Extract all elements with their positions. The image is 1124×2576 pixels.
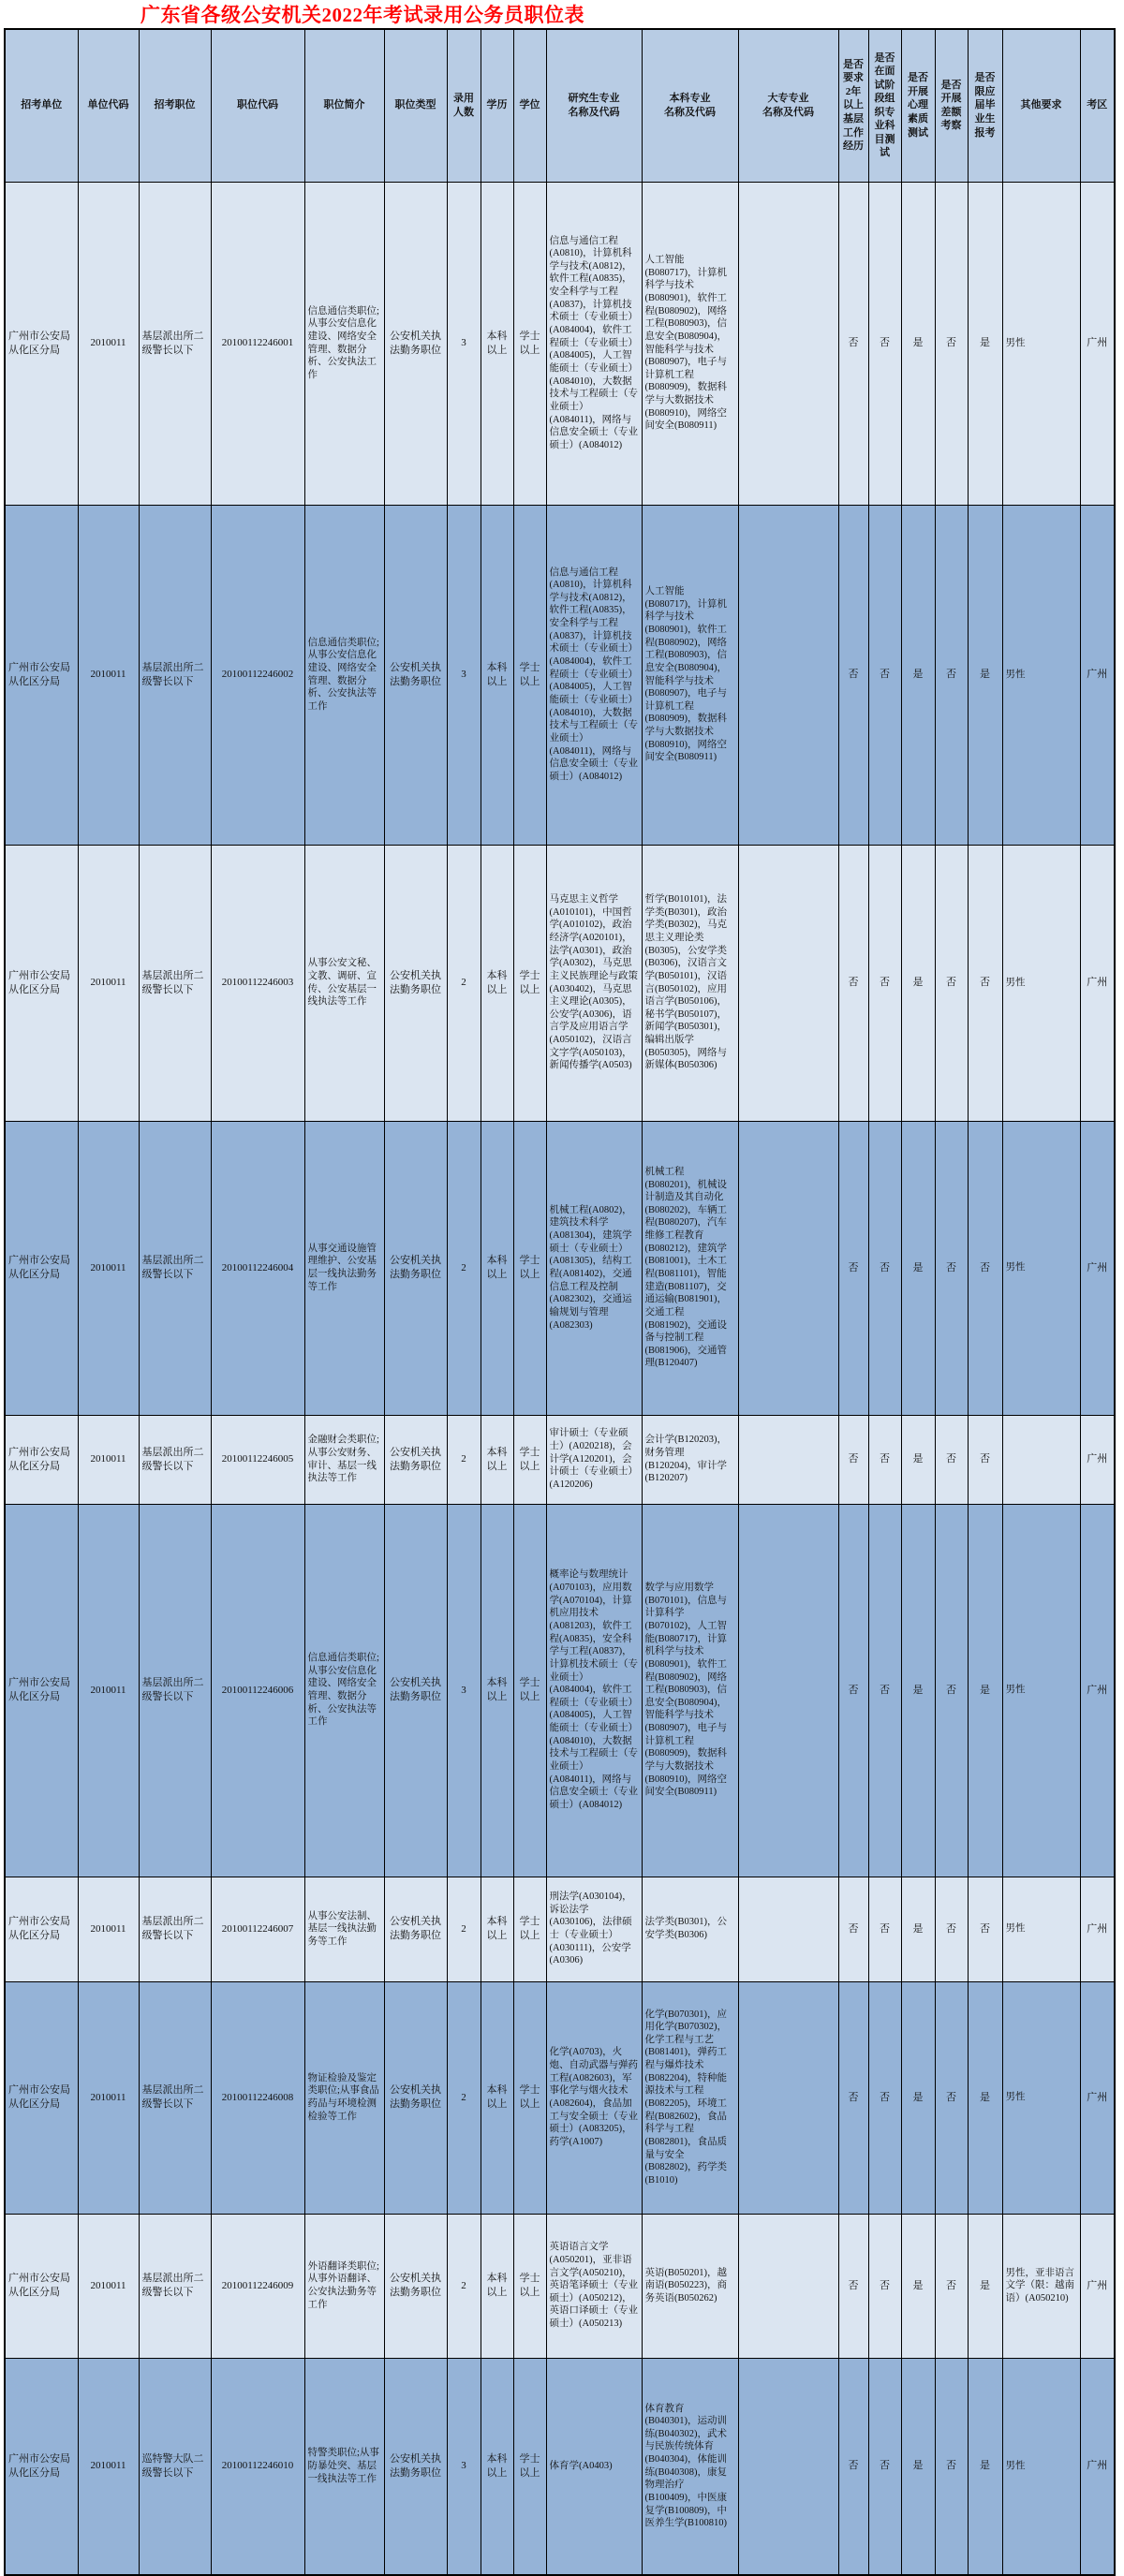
cell-exam-region: 广州	[1087, 977, 1108, 989]
cell-intro: 信息通信类职位;从事公安信息化建设、网络安全管理、数据分析、公安执法工作	[307, 305, 379, 380]
cell-intro: 从事公安文秘、文教、调研、宣传、公安基层一线执法等工作	[307, 958, 377, 1008]
cell-degree: 学士以上	[519, 969, 540, 995]
page-title: 广东省各级公安机关2022年考试录用公务员职位表	[140, 4, 584, 26]
cell-post: 基层派出所二级警长以下	[141, 1255, 204, 1280]
cell-edu: 本科以上	[486, 330, 508, 356]
cell-post: 巡特警大队二级警长以下	[141, 2453, 204, 2479]
cell-intro: 金融财会类职位;从事公安财务、审计、基层一线执法等工作	[307, 1435, 379, 1484]
cell-post-code: 20100112246002	[221, 669, 294, 681]
cell-undergrad-majors: 化学(B070301)，应用化学(B070302)，化学工程与工艺(B081401)，弹药工程与爆炸技术(B082204)，特种能源技术与工程(B082205)，环境工程(B082602)，食品科学与工程(B082801)，食品质量与安全(B082802)，药学类(B1010)	[644, 2009, 727, 2186]
cell-count: 2	[461, 1922, 466, 1935]
cell-assoc-majors	[739, 507, 838, 844]
cell-grad-majors: 概率论与数理统计(A070103)，应用数学(A070104)，计算机应用技术(A081203)，软件工程(A0835)，安全科学与工程(A0837)，计算机技术硕士（专业硕士）(A084004)，软件工程硕士（专业硕士）(A084005)，人工智能硕士（专业硕士）(A084010)，大数据技术与工程硕士（专业硕士）(A084011)，网络与信息安全硕士（专业硕士）(A084012)	[549, 1569, 638, 1810]
cell-flag-interview-subject-test: 否	[880, 977, 890, 989]
cell-flag-psych-test: 是	[912, 2091, 924, 2103]
cell-assoc-majors	[739, 846, 838, 1120]
table-row	[5, 1121, 1115, 1415]
cell-edu: 本科以上	[486, 1255, 508, 1280]
cell-flag-exp2y: 否	[848, 669, 859, 681]
cell-type: 公安机关执法勤务职位	[390, 1446, 441, 1472]
cell-grad-majors: 信息与通信工程(A0810)，计算机科学与技术(A0812)，软件工程(A0835)，安全科学与工程(A0837)，计算机技术硕士（专业硕士）(A084004)，软件工程硕士（专业硕士）(A084005)，人工智能硕士（专业硕士）(A084010)，大数据技术与工程硕士（专业硕士）(A084011)，网络与信息安全硕士（专业硕士）(A084012)	[549, 235, 638, 450]
col-header-flag-fresh-graduate-only: 是否限应届毕业生报考	[974, 72, 996, 139]
cell-post-code: 20100112246007	[221, 1922, 294, 1935]
cell-undergrad-majors: 哲学(B010101)，法学类(B0301)，政治学类(B0302)，马克思主义理论类(B0305)，公安学类(B0306)，汉语言文学(B050101)，汉语言(B050102)，应用语言学(B050106)，秘书学(B050107)，新闻学(B050301)，编辑出版学(B050305)，网络与新媒体(B050306)	[644, 894, 727, 1071]
cell-assoc-majors	[739, 2215, 838, 2357]
cell-degree: 学士以上	[519, 1916, 540, 1941]
col-header-edu: 学历	[486, 99, 508, 111]
cell-unit-code: 2010011	[90, 2091, 126, 2103]
cell-flag-differential-inspection: 否	[946, 977, 956, 989]
cell-grad-majors: 体育学(A0403)	[549, 2460, 613, 2471]
cell-flag-interview-subject-test: 否	[880, 1684, 890, 1696]
cell-other-requirements: 男性	[1005, 2092, 1026, 2103]
cell-count: 2	[461, 1261, 466, 1273]
cell-grad-majors: 刑法学(A030104)，诉讼法学(A030106)，法律硕士（专业硕士）(A030111)，公安学(A0306)	[549, 1892, 632, 1966]
cell-edu: 本科以上	[486, 969, 508, 995]
cell-unit: 广州市公安局从化区分局	[8, 2084, 70, 2110]
col-header-unit: 招考单位	[21, 99, 63, 111]
cell-exam-region: 广州	[1087, 1261, 1108, 1273]
cell-count: 3	[461, 337, 466, 349]
cell-post-code: 20100112246010	[221, 2460, 294, 2472]
cell-flag-fresh-graduate-only: 是	[980, 2279, 990, 2291]
cell-post: 基层派出所二级警长以下	[141, 969, 204, 995]
cell-count: 3	[461, 2460, 466, 2472]
col-header-flag-exp2y: 是否要求2年以上基层工作经历	[843, 58, 864, 153]
cell-edu: 本科以上	[486, 2453, 508, 2479]
cell-degree: 学士以上	[519, 661, 540, 687]
cell-undergrad-majors: 体育教育(B040301)，运动训练(B040302)，武术与民族传统体育(B040304)，体能训练(B040308)，康复物理治疗(B100409)，中医康复学(B100809)，中医养生学(B100810)	[644, 2403, 727, 2529]
cell-undergrad-majors: 英语(B050201)，越南语(B050223)，商务英语(B050262)	[644, 2267, 727, 2304]
cell-grad-majors: 化学(A0703)，火炮、自动武器与弹药工程(A082603)，军事化学与烟火技术(A082604)，食品加工与安全硕士（专业硕士）(A083205)，药学(A1007)	[549, 2047, 638, 2147]
table-row	[5, 1877, 1115, 1981]
cell-flag-interview-subject-test: 否	[880, 669, 890, 681]
title-bar	[0, 0, 1124, 28]
cell-edu: 本科以上	[486, 1916, 508, 1941]
cell-count: 3	[461, 1684, 466, 1696]
table-body	[5, 182, 1115, 2575]
cell-degree: 学士以上	[519, 1255, 540, 1280]
cell-flag-psych-test: 是	[912, 977, 924, 989]
cell-type: 公安机关执法勤务职位	[390, 1677, 441, 1702]
cell-grad-majors: 信息与通信工程(A0810)，计算机科学与技术(A0812)，软件工程(A0835)，安全科学与工程(A0837)，计算机技术硕士（专业硕士）(A084004)，软件工程硕士（专业硕士）(A084005)，人工智能硕士（专业硕士）(A084010)，大数据技术与工程硕士（专业硕士）(A084011)，网络与信息安全硕士（专业硕士）(A084012)	[549, 567, 638, 782]
cell-flag-differential-inspection: 否	[946, 1453, 956, 1465]
cell-type: 公安机关执法勤务职位	[390, 2084, 441, 2110]
cell-count: 2	[461, 1453, 466, 1465]
col-header-count: 录用 人数	[453, 93, 474, 118]
cell-flag-interview-subject-test: 否	[880, 1261, 890, 1273]
col-header-flag-differential-inspection: 是否开展差额考察	[940, 79, 962, 132]
cell-exam-region: 广州	[1087, 337, 1108, 349]
cell-unit: 广州市公安局从化区分局	[8, 1255, 70, 1280]
cell-flag-exp2y: 否	[848, 2091, 859, 2103]
cell-exam-region: 广州	[1087, 669, 1108, 681]
cell-unit: 广州市公安局从化区分局	[8, 1677, 70, 1702]
cell-intro: 信息通信类职位;从事公安信息化建设、网络安全管理、数据分析、公安执法等工作	[307, 1653, 379, 1728]
cell-other-requirements: 男性	[1005, 977, 1026, 988]
table-row	[5, 1981, 1115, 2214]
cell-unit: 广州市公安局从化区分局	[8, 1446, 70, 1472]
cell-edu: 本科以上	[486, 1446, 508, 1472]
cell-unit: 广州市公安局从化区分局	[8, 330, 70, 356]
cell-unit: 广州市公安局从化区分局	[8, 2453, 70, 2479]
cell-flag-interview-subject-test: 否	[880, 2091, 890, 2103]
cell-unit-code: 2010011	[90, 337, 126, 349]
col-header-intro: 职位简介	[323, 99, 365, 111]
cell-type: 公安机关执法勤务职位	[390, 1255, 441, 1280]
col-header-flag-interview-subject-test: 是否在面试阶段组织专业科目测试	[874, 52, 895, 159]
col-header-degree: 学位	[519, 99, 540, 111]
cell-flag-differential-inspection: 否	[946, 337, 956, 349]
cell-other-requirements: 男性	[1005, 337, 1026, 348]
cell-post: 基层派出所二级警长以下	[141, 2084, 204, 2110]
cell-flag-psych-test: 是	[912, 1922, 924, 1935]
cell-flag-differential-inspection: 否	[946, 2460, 956, 2472]
col-header-type: 职位类型	[394, 99, 436, 111]
cell-type: 公安机关执法勤务职位	[390, 661, 441, 687]
cell-undergrad-majors: 机械工程(B080201)，机械设计制造及其自动化(B080202)，车辆工程(B080207)，汽车维修工程教育(B080212)，建筑学(B081001)，土木工程(B081101)，智能建造(B081107)，交通运输(B081901)，交通工程(B081902)，交通设备与控制工程(B081906)，交通管理(B120407)	[644, 1166, 727, 1369]
cell-type: 公安机关执法勤务职位	[390, 2453, 441, 2479]
cell-exam-region: 广州	[1087, 1684, 1108, 1696]
col-header-unit-code: 单位代码	[87, 99, 129, 111]
cell-exam-region: 广州	[1087, 1922, 1108, 1935]
cell-post: 基层派出所二级警长以下	[141, 1916, 204, 1941]
cell-undergrad-majors: 人工智能(B080717)，计算机科学与技术(B080901)，软件工程(B080902)，网络工程(B080903)，信息安全(B080904)，智能科学与技术(B080907)，电子与计算机工程(B080909)，数据科学与大数据技术(B080910)，网络空间安全(B080911)	[644, 255, 727, 432]
cell-unit: 广州市公安局从化区分局	[8, 661, 70, 687]
cell-flag-psych-test: 是	[912, 337, 924, 349]
cell-flag-fresh-graduate-only: 是	[980, 2091, 990, 2103]
cell-type: 公安机关执法勤务职位	[390, 330, 441, 356]
cell-exam-region: 广州	[1087, 2279, 1108, 2291]
table-row	[5, 2214, 1115, 2358]
table-row	[5, 1415, 1115, 1504]
col-header-flag-psych-test: 是否开展心理素质测试	[908, 72, 928, 139]
cell-flag-fresh-graduate-only: 否	[980, 1922, 990, 1935]
col-header-grad-majors: 研究生专业 名称及代码	[568, 93, 620, 118]
header-row	[5, 29, 1115, 182]
cell-other-requirements	[1003, 1417, 1080, 1503]
table-row	[5, 505, 1115, 845]
cell-flag-exp2y: 否	[848, 1261, 859, 1273]
cell-unit: 广州市公安局从化区分局	[8, 2273, 70, 2298]
cell-unit: 广州市公安局从化区分局	[8, 969, 70, 995]
cell-other-requirements: 男性	[1005, 1262, 1026, 1273]
cell-other-requirements: 男性，亚非语言文学（限：越南语）(A050210)	[1005, 2267, 1074, 2304]
cell-flag-interview-subject-test: 否	[880, 2279, 890, 2291]
cell-flag-interview-subject-test: 否	[880, 1922, 890, 1935]
cell-grad-majors: 马克思主义哲学(A010101)，中国哲学(A010102)，政治经济学(A020101)，法学(A0301)，政治学(A0302)，马克思主义民族理论与政策(A030402)，马克思主义理论(A0305)，公安学(A0306)，语言学及应用语言学(A050102)，汉语言文字学(A050103)，新闻传播学(A0503)	[549, 894, 638, 1071]
cell-count: 2	[461, 2091, 466, 2103]
cell-flag-exp2y: 否	[848, 977, 859, 989]
cell-flag-fresh-graduate-only: 是	[980, 2460, 990, 2472]
col-header-undergrad-majors: 本科专业 名称及代码	[664, 93, 716, 118]
cell-flag-exp2y: 否	[848, 1684, 859, 1696]
cell-other-requirements: 男性	[1005, 1685, 1026, 1696]
cell-count: 3	[461, 669, 466, 681]
cell-unit-code: 2010011	[90, 2279, 126, 2291]
cell-exam-region: 广州	[1087, 1453, 1108, 1465]
col-header-exam-region: 考区	[1087, 99, 1108, 111]
cell-intro: 从事公安法制、基层一线执法勤务等工作	[307, 1910, 377, 1947]
cell-type: 公安机关执法勤务职位	[390, 969, 441, 995]
cell-grad-majors: 审计硕士（专业硕士）(A020218)，会计学(A120201)，会计硕士（专业硕士）(A120206)	[549, 1428, 638, 1490]
cell-post-code: 20100112246004	[221, 1261, 294, 1273]
cell-assoc-majors	[739, 1123, 838, 1414]
cell-unit-code: 2010011	[90, 977, 126, 989]
cell-flag-exp2y: 否	[848, 1453, 859, 1465]
cell-unit-code: 2010011	[90, 1261, 126, 1273]
cell-undergrad-majors: 会计学(B120203)，财务管理(B120204)，审计学(B120207)	[644, 1435, 727, 1484]
cell-edu: 本科以上	[486, 2084, 508, 2110]
cell-undergrad-majors: 法学类(B0301)，公安学类(B0306)	[644, 1917, 727, 1940]
cell-degree: 学士以上	[519, 2453, 540, 2479]
cell-degree: 学士以上	[519, 330, 540, 356]
cell-post: 基层派出所二级警长以下	[141, 1446, 204, 1472]
cell-unit-code: 2010011	[90, 1684, 126, 1696]
cell-edu: 本科以上	[486, 1677, 508, 1702]
cell-post: 基层派出所二级警长以下	[141, 330, 204, 356]
cell-grad-majors: 英语语言文学(A050201)，亚非语言文学(A050210)，英语笔译硕士（专业硕士）(A050212)，英语口译硕士（专业硕士）(A050213)	[549, 2242, 638, 2330]
cell-unit-code: 2010011	[90, 1453, 126, 1465]
cell-grad-majors: 机械工程(A0802)，建筑技术科学(A081304)，建筑学硕士（专业硕士）(A081305)，结构工程(A081402)，交通信息工程及控制(A082302)，交通运输规划与管理(A082303)	[549, 1204, 632, 1331]
cell-flag-psych-test: 是	[912, 1453, 924, 1465]
cell-flag-psych-test: 是	[912, 2279, 924, 2291]
cell-flag-psych-test: 是	[912, 2460, 924, 2472]
cell-undergrad-majors: 人工智能(B080717)，计算机科学与技术(B080901)，软件工程(B080902)，网络工程(B080903)，信息安全(B080904)，智能科学与技术(B080907)，电子与计算机工程(B080909)，数据科学与大数据技术(B080910)，网络空间安全(B080911)	[644, 586, 727, 763]
cell-unit-code: 2010011	[90, 1922, 126, 1935]
cell-assoc-majors	[739, 1417, 838, 1503]
cell-type: 公安机关执法勤务职位	[390, 1916, 441, 1941]
cell-other-requirements: 男性	[1005, 669, 1026, 680]
cell-degree: 学士以上	[519, 2084, 540, 2110]
cell-assoc-majors	[739, 1983, 838, 2213]
cell-intro: 物证检验及鉴定类职位;从事食品药品与环境检测检验等工作	[307, 2072, 379, 2122]
cell-flag-differential-inspection: 否	[946, 1922, 956, 1935]
cell-post-code: 20100112246008	[221, 2091, 294, 2103]
cell-unit: 广州市公安局从化区分局	[8, 1916, 70, 1941]
cell-intro: 信息通信类职位;从事公安信息化建设、网络安全管理、数据分析、公安执法等工作	[307, 637, 379, 712]
cell-exam-region: 广州	[1087, 2460, 1108, 2472]
cell-flag-interview-subject-test: 否	[880, 2460, 890, 2472]
cell-assoc-majors	[739, 1506, 838, 1876]
cell-post: 基层派出所二级警长以下	[141, 2273, 204, 2298]
cell-other-requirements: 男性	[1005, 2460, 1026, 2471]
cell-degree: 学士以上	[519, 1677, 540, 1702]
cell-flag-differential-inspection: 否	[946, 669, 956, 681]
cell-intro: 外语翻译类职位;从事外语翻译、公安执法勤务等工作	[307, 2260, 379, 2310]
cell-exam-region: 广州	[1087, 2091, 1108, 2103]
cell-count: 2	[461, 977, 466, 989]
cell-flag-exp2y: 否	[848, 1922, 859, 1935]
cell-post-code: 20100112246001	[221, 337, 294, 349]
col-header-post: 招考职位	[154, 99, 196, 111]
cell-post-code: 20100112246009	[221, 2279, 294, 2291]
table-row	[5, 845, 1115, 1121]
cell-flag-fresh-graduate-only: 否	[980, 1261, 990, 1273]
cell-post: 基层派出所二级警长以下	[141, 1677, 204, 1702]
cell-undergrad-majors: 数学与应用数学(B070101)，信息与计算科学(B070102)，人工智能(B080717)，计算机科学与技术(B080901)，软件工程(B080902)，网络工程(B080903)，信息安全(B080904)，智能科学与技术(B080907)，电子与计算机工程(B080909)，数据科学与大数据技术(B080910)，网络空间安全(B080911)	[644, 1582, 727, 1798]
cell-flag-psych-test: 是	[912, 669, 924, 681]
cell-flag-exp2y: 否	[848, 337, 859, 349]
cell-flag-fresh-graduate-only: 是	[980, 669, 990, 681]
cell-post-code: 20100112246003	[221, 977, 294, 989]
table-row	[5, 182, 1115, 505]
cell-intro: 从事交通设施管理维护、公安基层一线执法勤务等工作	[307, 1243, 377, 1292]
cell-unit-code: 2010011	[90, 2460, 126, 2472]
cell-flag-fresh-graduate-only: 是	[980, 1684, 990, 1696]
cell-unit-code: 2010011	[90, 669, 126, 681]
col-header-other-requirements: 其他要求	[1020, 99, 1062, 111]
cell-other-requirements: 男性	[1005, 1923, 1026, 1935]
cell-degree: 学士以上	[519, 2273, 540, 2298]
cell-assoc-majors	[739, 1878, 838, 1980]
cell-post-code: 20100112246005	[221, 1453, 294, 1465]
cell-degree: 学士以上	[519, 1446, 540, 1472]
cell-flag-exp2y: 否	[848, 2279, 859, 2291]
cell-type: 公安机关执法勤务职位	[390, 2273, 441, 2298]
cell-assoc-majors	[739, 2359, 838, 2573]
cell-flag-differential-inspection: 否	[946, 2279, 956, 2291]
cell-flag-fresh-graduate-only: 否	[980, 1453, 990, 1465]
table-row	[5, 1504, 1115, 1877]
cell-post: 基层派出所二级警长以下	[141, 661, 204, 687]
col-header-assoc-majors: 大专专业 名称及代码	[762, 93, 814, 118]
col-header-post-code: 职位代码	[237, 99, 278, 111]
cell-flag-interview-subject-test: 否	[880, 337, 890, 349]
cell-edu: 本科以上	[486, 661, 508, 687]
positions-table	[4, 28, 1116, 2576]
cell-flag-psych-test: 是	[912, 1261, 924, 1273]
table-row	[5, 2358, 1115, 2575]
cell-flag-fresh-graduate-only: 否	[980, 977, 990, 989]
cell-assoc-majors	[739, 184, 838, 504]
cell-flag-psych-test: 是	[912, 1684, 924, 1696]
cell-flag-differential-inspection: 否	[946, 1684, 956, 1696]
cell-intro: 特警类职位;从事防暴处突、基层一线执法等工作	[307, 2448, 379, 2484]
cell-flag-differential-inspection: 否	[946, 2091, 956, 2103]
cell-flag-exp2y: 否	[848, 2460, 859, 2472]
cell-post-code: 20100112246006	[221, 1684, 294, 1696]
cell-count: 2	[461, 2279, 466, 2291]
cell-flag-differential-inspection: 否	[946, 1261, 956, 1273]
cell-flag-interview-subject-test: 否	[880, 1453, 890, 1465]
cell-edu: 本科以上	[486, 2273, 508, 2298]
cell-flag-fresh-graduate-only: 是	[980, 337, 990, 349]
